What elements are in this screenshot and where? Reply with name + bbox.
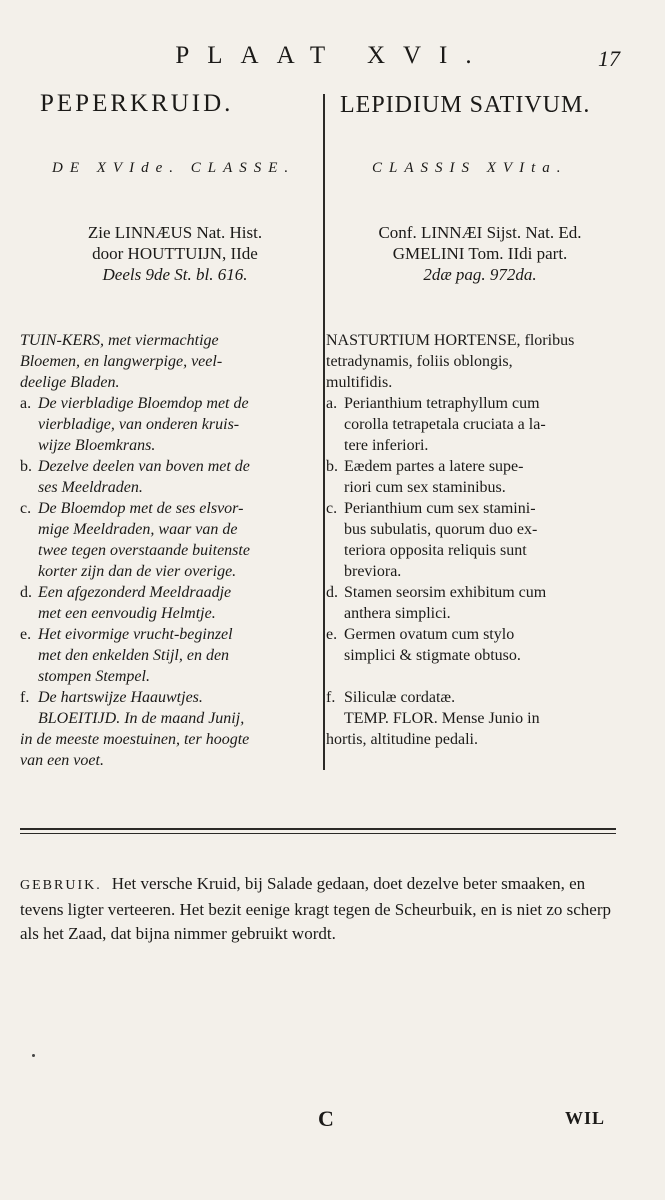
- description-line: TUIN-KERS, met viermachtige: [20, 332, 219, 349]
- flowering-entry: [326, 708, 626, 750]
- description-line: TEMP. FLOR. Mense Junio in: [344, 710, 540, 727]
- entry-marker: a.: [326, 395, 338, 412]
- entry-marker: b.: [20, 458, 32, 475]
- reference-line: 2dæ pag. 972da.: [423, 265, 537, 284]
- description-line: van een voet.: [20, 752, 104, 769]
- entry-marker: c.: [20, 500, 32, 517]
- description-line: bus subulatis, quorum duo ex-: [344, 521, 538, 538]
- description-entry: [326, 582, 626, 624]
- description-entry: [326, 687, 626, 708]
- description-entry: [326, 456, 626, 498]
- description-line: Dezelve deelen van boven met de: [38, 458, 250, 475]
- description-line: Perianthium tetraphyllum cum: [344, 395, 540, 412]
- description-entry: [20, 624, 318, 687]
- horizontal-rule-thin: [20, 833, 616, 834]
- description-line: hortis, altitudine pedali.: [326, 731, 478, 748]
- description-entry: [20, 330, 318, 393]
- description-line: Bloemen, en langwerpige, veel-: [20, 353, 223, 370]
- ink-speck: [32, 1054, 35, 1057]
- description-line: Het eivormige vrucht-beginzel: [38, 626, 233, 643]
- description-line: tere inferiori.: [344, 437, 429, 454]
- entry-marker: d.: [20, 584, 32, 601]
- usage-paragraph: [20, 872, 620, 946]
- description-line: riori cum sex staminibus.: [344, 479, 506, 496]
- page-number: 17: [598, 46, 620, 71]
- description-line: NASTURTIUM HORTENSE, floribus: [326, 332, 575, 349]
- description-line: anthera simplici.: [344, 605, 451, 622]
- reference-line: Conf. LINNÆI Sijst. Nat. Ed.: [378, 223, 582, 242]
- description-line: De vierbladige Bloemdop met de: [38, 395, 249, 412]
- description-line: Stamen seorsim exhibitum cum: [344, 584, 547, 601]
- entry-marker: f.: [326, 689, 336, 706]
- description-line: twee tegen overstaande buitenste: [38, 542, 250, 559]
- entry-marker: b.: [326, 458, 338, 475]
- description-line: vierbladige, van onderen kruis-: [38, 416, 240, 433]
- class-latin: CLASSIS XVIta.: [372, 160, 568, 176]
- description-line: mige Meeldraden, waar van de: [38, 521, 238, 538]
- description-entry: [20, 498, 318, 582]
- reference-dutch: [40, 222, 310, 285]
- description-entry: [20, 582, 318, 624]
- description-line: Siliculæ cordatæ.: [344, 689, 456, 706]
- description-line: met een eenvoudig Helmtje.: [38, 605, 216, 622]
- description-entry: [326, 330, 626, 393]
- entry-marker: c.: [326, 500, 338, 517]
- reference-line: door HOUTTUIJN, IIde: [92, 244, 258, 263]
- entry-marker: d.: [326, 584, 338, 601]
- description-dutch: [20, 330, 318, 771]
- title-latin: LEPIDIUM SATIVUM.: [340, 92, 591, 118]
- description-line: ses Meeldraden.: [38, 479, 143, 496]
- description-line: met den enkelden Stijl, en den: [38, 647, 230, 664]
- description-line: BLOEITIJD. In de maand Junij,: [38, 710, 245, 727]
- entry-marker: a.: [20, 395, 32, 412]
- plate-title: PLAAT XVI.: [175, 42, 490, 69]
- description-line: De hartswijze Haauwtjes.: [38, 689, 203, 706]
- description-line: multifidis.: [326, 374, 393, 391]
- entry-marker: e.: [20, 626, 32, 643]
- flowering-entry: [20, 708, 318, 771]
- title-dutch: PEPERKRUID.: [40, 90, 234, 117]
- description-line: wijze Bloemkrans.: [38, 437, 156, 454]
- description-line: stompen Stempel.: [38, 668, 150, 685]
- description-entry: [326, 624, 626, 666]
- description-line: corolla tetrapetala cruciata a la-: [344, 416, 546, 433]
- description-line: teriora opposita reliquis sunt: [344, 542, 527, 559]
- horizontal-rule: [20, 828, 616, 830]
- reference-line: Zie LINNÆUS Nat. Hist.: [87, 223, 263, 242]
- reference-line: GMELINI Tom. IIdi part.: [392, 244, 568, 263]
- description-entry: [20, 456, 318, 498]
- description-line: Eædem partes a latere supe-: [344, 458, 524, 475]
- description-line: in de meeste moestuinen, ter hoogte: [20, 731, 250, 748]
- class-dutch: DE XVIde. CLASSE.: [52, 160, 296, 176]
- description-entry: [326, 498, 626, 582]
- description-entry: [20, 687, 318, 708]
- usage-label: GEBRUIK.: [20, 878, 102, 893]
- description-line: Een afgezonderd Meeldraadje: [38, 584, 232, 601]
- description-line: Germen ovatum cum stylo: [344, 626, 515, 643]
- description-line: korter zijn dan de vier overige.: [38, 563, 237, 580]
- description-latin: [326, 330, 626, 750]
- description-line: breviora.: [344, 563, 402, 580]
- description-line: simplici & stigmate obtuso.: [344, 647, 521, 664]
- description-entry: [20, 393, 318, 456]
- description-line: tetradynamis, foliis oblongis,: [326, 353, 513, 370]
- entry-marker: e.: [326, 626, 338, 643]
- entry-marker: f.: [20, 689, 30, 706]
- description-line: deelige Bladen.: [20, 374, 120, 391]
- reference-latin: [330, 222, 630, 285]
- column-divider: [323, 94, 325, 770]
- signature-mark: C: [318, 1106, 334, 1131]
- description-line: Perianthium cum sex stamini-: [344, 500, 536, 517]
- description-line: De Bloemdop met de ses elsvor-: [38, 500, 244, 517]
- usage-text: Het versche Kruid, bij Salade gedaan, doet dezelve beter smaaken, en tevens ligter verteeren. Het bezit eenige kragt tegen de Scheurbuik, en is niet zo scherp als het Zaad, dat bijna nimmer gebruikt wordt.: [20, 874, 611, 943]
- catchword: WIL: [565, 1108, 606, 1128]
- reference-line: Deels 9de St. bl. 616.: [102, 265, 248, 284]
- description-entry: [326, 393, 626, 456]
